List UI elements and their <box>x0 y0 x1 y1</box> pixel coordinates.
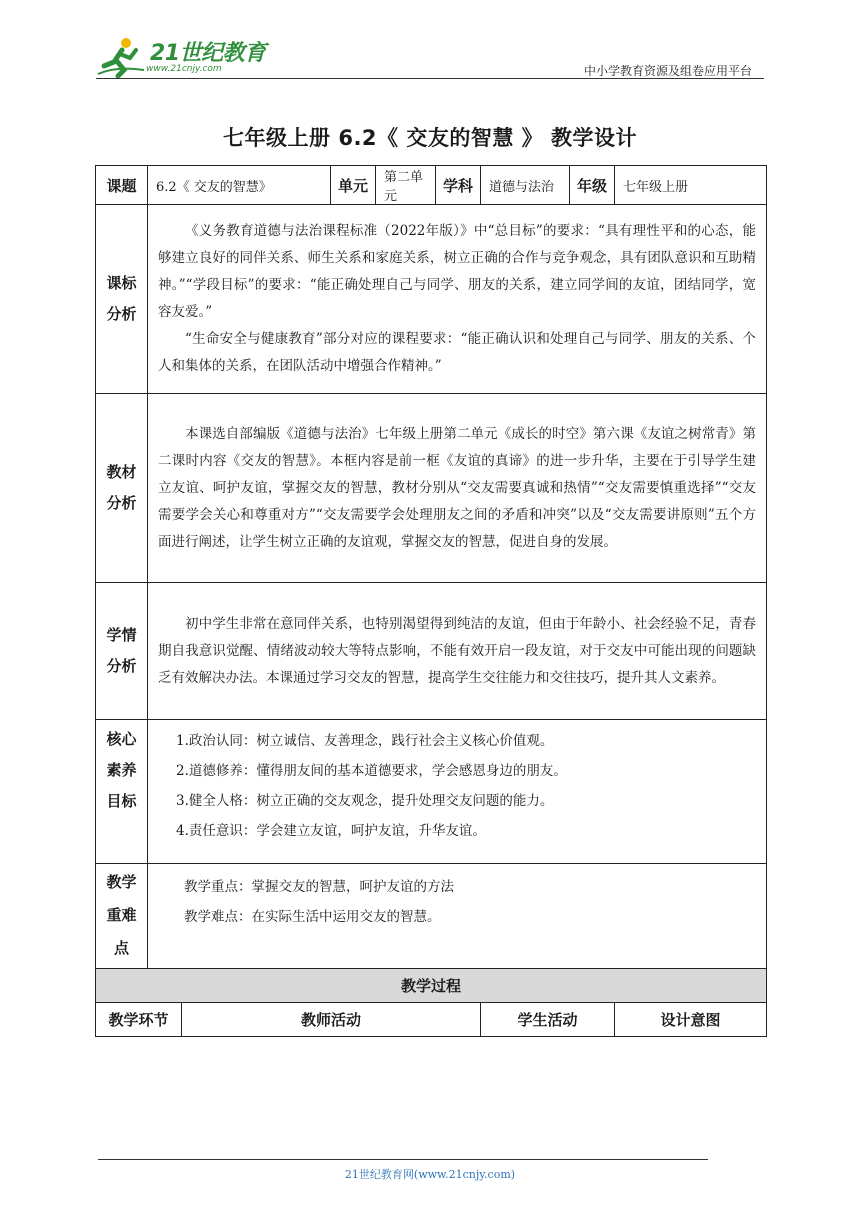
grade-value: 七年级上册 <box>615 166 767 205</box>
keypoints-label-line1: 教学 <box>106 873 137 891</box>
subject-label: 学科 <box>436 166 481 205</box>
textbook-paragraph-1: 本课选自部编版《道德与法治》七年级上册第二单元《成长的时空》第六课《友谊之树常青》第二课时内容《交友的智慧》。本框内容是前一框《友谊的真谛》的进一步升华，主要在于引导学生建立友谊、呵护友谊，掌握交友的智慧，教材分别从“交友需要真诚和热情”“交友需要慎重选择”“交友需要学会关心和尊重对方”“交友需要学会处理朋友之间的矛盾和冲突”以及“交友需要讲原则”五个方面进行阐述，让学生树立正确的友谊观，掌握交友的智慧，促进自身的发展。 <box>158 425 756 550</box>
col-intent: 设计意图 <box>615 1003 767 1037</box>
students-label-line1: 学情 <box>106 626 137 644</box>
goals-row <box>96 720 767 864</box>
keypoints-row <box>96 864 767 969</box>
keypoints-label <box>96 864 148 969</box>
keypoints-label-line3: 点 <box>113 939 129 957</box>
unit-value: 第二单元 <box>376 166 436 205</box>
process-heading: 教学过程 <box>96 969 767 1003</box>
lesson-plan-table <box>95 165 767 1037</box>
footer-link[interactable]: 21世纪教育网(www.21cnjy.com) <box>344 1168 516 1181</box>
goals-label <box>96 720 148 864</box>
students-paragraph-1: 初中学生非常在意同伴关系，也特别渴望得到纯洁的友谊，但由于年龄小、社会经验不足，青春期自我意识觉醒、情绪波动较大等特点影响，不能有效开启一段友谊，对于交友中可能出现的问题缺乏有效解决办法。本课通过学习交友的智慧，提高学生交往能力和交往技巧，提升其人文素养。 <box>158 615 756 686</box>
students-label <box>96 583 148 720</box>
col-student: 学生活动 <box>481 1003 615 1037</box>
textbook-label-line2: 分析 <box>106 494 137 512</box>
site-logo <box>96 36 266 80</box>
curriculum-label-line2: 分析 <box>106 305 137 323</box>
curriculum-paragraph-2: “生命安全与健康教育”部分对应的课程要求：“能正确认识和处理自己与同学、朋友的关系、个人和集体的关系，在团队活动中增强合作精神。” <box>158 331 756 374</box>
students-label-line2: 分析 <box>106 657 137 675</box>
process-heading-row <box>96 969 767 1003</box>
logo-url: www.21cnjy.com <box>146 64 222 74</box>
key-point: 教学重点：掌握交友的智慧，呵护友谊的方法 <box>184 879 454 895</box>
curriculum-label-line1: 课标 <box>106 274 137 292</box>
unit-label: 单元 <box>331 166 376 205</box>
header-divider <box>96 78 764 79</box>
goal-item-2: 2.道德修养：懂得朋友间的基本道德要求，学会感恩身边的朋友。 <box>176 763 567 779</box>
grade-label: 年级 <box>570 166 615 205</box>
goals-label-line2: 素养 <box>106 761 137 779</box>
subject-value: 道德与法治 <box>481 166 570 205</box>
platform-name: 中小学教育资源及组卷应用平台 <box>583 64 752 78</box>
col-stage: 教学环节 <box>96 1003 182 1037</box>
goal-item-3: 3.健全人格：树立正确的交友观念，提升处理交友问题的能力。 <box>176 793 554 809</box>
textbook-label-line1: 教材 <box>106 463 137 481</box>
curriculum-paragraph-1: 《义务教育道德与法治课程标准（2022年版）》中“总目标”的要求：“具有理性平和的心态，能够建立良好的同伴关系、师生关系和家庭关系，树立正确的合作与竞争观念，具有团队意识和互助精神。”“学段目标”的要求：“能正确处理自己与同学、朋友的关系，建立同学间的友谊，团结同学，宽容友爱。” <box>158 223 756 320</box>
runner-logo-icon <box>96 36 148 78</box>
topic-value: 6.2《 交友的智慧》 <box>148 166 331 205</box>
textbook-content <box>148 394 767 583</box>
difficult-point: 教学难点：在实际生活中运用交友的智慧。 <box>184 909 441 925</box>
curriculum-content <box>148 205 767 394</box>
document-title: 七年级上册 6.2《 交友的智慧 》 教学设计 <box>223 126 637 150</box>
topic-label: 课题 <box>96 166 148 205</box>
textbook-label <box>96 394 148 583</box>
textbook-row <box>96 394 767 583</box>
logo-text: 21世纪教育 <box>150 41 266 66</box>
footer-divider <box>98 1159 708 1160</box>
goal-item-1: 1.政治认同：树立诚信、友善理念，践行社会主义核心价值观。 <box>176 733 554 749</box>
col-teacher: 教师活动 <box>182 1003 481 1037</box>
process-columns-row <box>96 1003 767 1037</box>
goals-label-line3: 目标 <box>106 792 137 810</box>
students-content <box>148 583 767 720</box>
keypoints-label-line2: 重难 <box>106 906 137 924</box>
curriculum-row <box>96 205 767 394</box>
keypoints-content <box>148 864 767 969</box>
info-row <box>96 166 767 205</box>
curriculum-label <box>96 205 148 394</box>
goals-label-line1: 核心 <box>106 730 137 748</box>
goal-item-4: 4.责任意识：学会建立友谊，呵护友谊，升华友谊。 <box>176 823 486 839</box>
students-row <box>96 583 767 720</box>
goals-content <box>148 720 767 864</box>
